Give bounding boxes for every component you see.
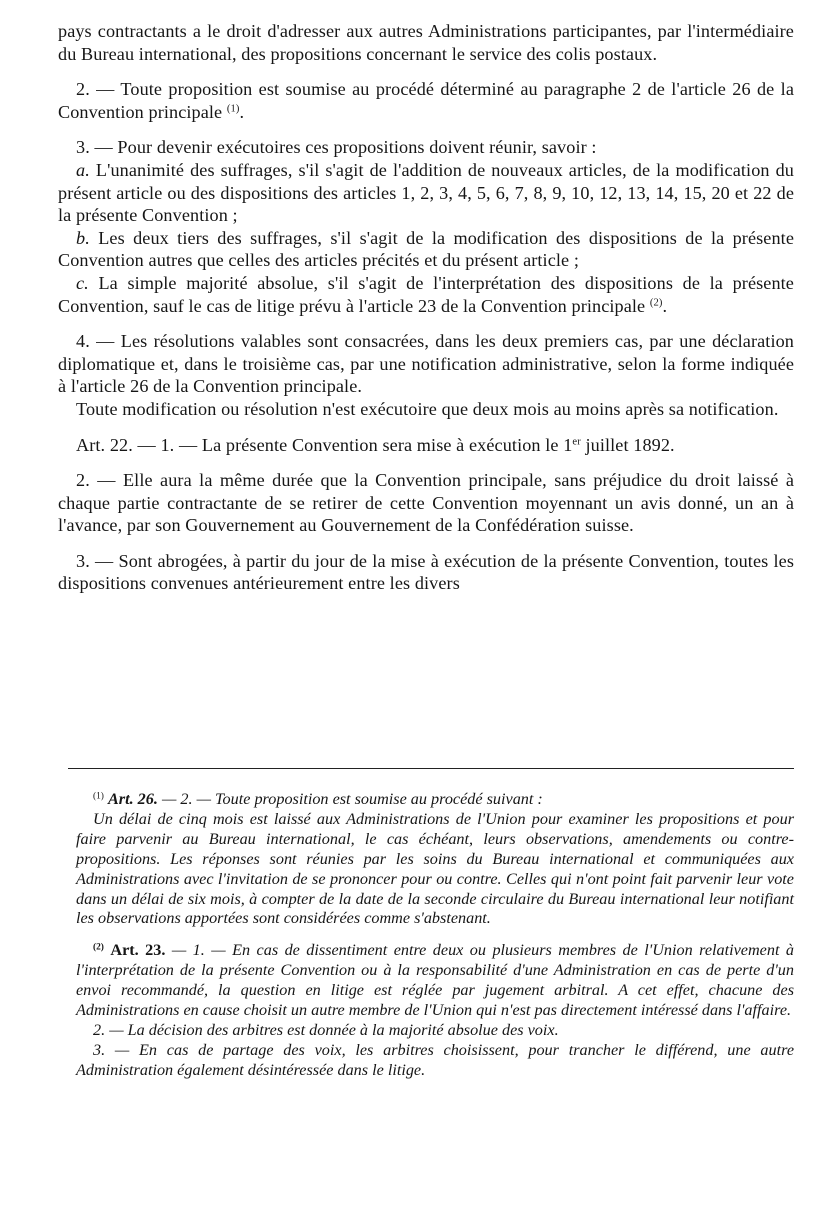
item-letter-c: c. — [76, 272, 89, 293]
article-22-para-2: 2. — Elle aura la même durée que la Convention principale, sans préjudice du droit laissé à chaque partie contractante de se retirer de cette Convention moyennant un avis donné, un an à l'avance, par son Gouvernement au Gouvernement de la Confédération suisse. — [58, 470, 794, 536]
footnote-2-article: Art. 23. — [110, 941, 166, 960]
article-22-date: juillet 1892. — [585, 434, 675, 455]
footnote-1-heading — [76, 790, 794, 810]
paragraph-4b: Toute modification ou résolution n'est exécutoire que deux mois au moins après sa notification. — [76, 398, 779, 419]
paragraph-3-b — [58, 227, 794, 272]
item-a-text: L'unanimité des suffrages, s'il s'agit de l'addition de nouveaux articles, de la modification du présent article ou des dispositions des articles 1, 2, 3, 4, 5, 6, 7, 8, 9, 10, 12, 13, 14, 15, 20 et 22 de la présente Convention ; — [58, 159, 794, 226]
footnote-2 — [76, 941, 794, 1021]
footnote-1-mark: (1) — [93, 791, 104, 802]
footnotes — [76, 790, 794, 1081]
item-b-text: Les deux tiers des suffrages, s'il s'agit de la modification des dispositions de la présente Convention autres que celles des articles précités et du présent article ; — [58, 227, 795, 271]
footnote-1-lead: — 2. — Toute proposition est soumise au procédé suivant : — [157, 790, 543, 808]
footnote-divider — [68, 768, 794, 769]
paragraph-3-intro: 3. — Pour devenir exécutoires ces propositions doivent réunir, savoir : — [76, 137, 597, 158]
article-22-text: Art. 22. — 1. — La présente Convention sera mise à exécution le 1 — [76, 434, 573, 455]
paragraph-3-a — [58, 159, 794, 227]
footnote-ref-2: (2) — [649, 297, 663, 309]
footnote-1-text: Un délai de cinq mois est laissé aux Administrations de l'Union pour examiner les propositions et pour faire parvenir au Bureau international, le cas échéant, leurs observations, amendements ou contre-propositions. Les réponses sont réunies par les soins du Bureau international et communiquées aux Administrations avec l'invitation de se prononcer pour ou contre. Celles qui n'ont point fait parvenir leur vote dans un délai de six mois, à compter de la date de la seconde circulaire du Bureau international leur notifiant les observations apportées sont considérées comme s'abstenant. — [76, 809, 794, 928]
paragraph-2-text: 2. — Toute proposition est soumise au procédé déterminé au paragraphe 2 de l'article 26 de la Convention principale — [58, 79, 794, 122]
footnote-2-para-3: 3. — En cas de partage des voix, les arbitres choisissent, pour trancher le différend, une autre Administration également désintéressée dans le litige. — [76, 1040, 794, 1079]
ordinal-superscript: er — [572, 436, 581, 448]
paragraph-4: 4. — Les résolutions valables sont consacrées, dans les deux premiers cas, par une déclaration diplomatique et, dans le troisième cas, par une notification administrative, selon la forme indiquée à l'article 26 de la Convention principale. — [58, 331, 794, 397]
article-22-para-1 — [58, 434, 794, 457]
footnote-2-mark: (2) — [93, 942, 104, 953]
item-letter-a: a. — [76, 159, 90, 180]
article-22-para-3: 3. — Sont abrogées, à partir du jour de la mise à exécution de la présente Convention, toutes les dispositions convenues antérieurement entre les divers — [58, 550, 794, 594]
footnote-2-text: — 1. — En cas de dissentiment entre deux ou plusieurs membres de l'Union relativement à l'interprétation de la présente Convention ou à la responsabilité d'une Administration en cas de perte d'un envoi recommandé, la question en litige est réglée par jugement arbitral. A cet effet, chacune des Administrations en cause choisit un autre membre de l'Union qui n'est pas directement intéressé dans l'affaire. — [76, 941, 795, 1020]
item-letter-b: b. — [76, 227, 90, 248]
main-text — [58, 20, 794, 595]
paragraph-2: 2. — Toute proposition est soumise au procédé déterminé au paragraphe 2 de l'article 26 de la Convention principale $^{(1)}$. — [58, 79, 794, 122]
item-c-text: La simple majorité absolue, s'il s'agit de l'interprétation des dispositions de la présente Convention, sauf le cas de litige prévu à l'article 23 de la Convention principale — [58, 272, 794, 316]
paragraph-3-c: c. La simple majorité absolue, s'il s'agit de l'interprétation des dispositions de la présente Convention, sauf le cas de litige prévu à l'article 23 de la Convention principale $^{(2)}$. — [58, 272, 794, 316]
footnote-ref-1: (1) — [226, 103, 240, 115]
footnote-2-para-2: 2. — La décision des arbitres est donnée à la majorité absolue des voix. — [93, 1020, 559, 1039]
paragraph-continuation: pays contractants a le droit d'adresser aux autres Administrations participantes, par l'intermédiaire du Bureau international, des propositions concernant le service des colis postaux. — [58, 21, 794, 64]
footnote-1-article: Art. 26. — [107, 790, 158, 808]
